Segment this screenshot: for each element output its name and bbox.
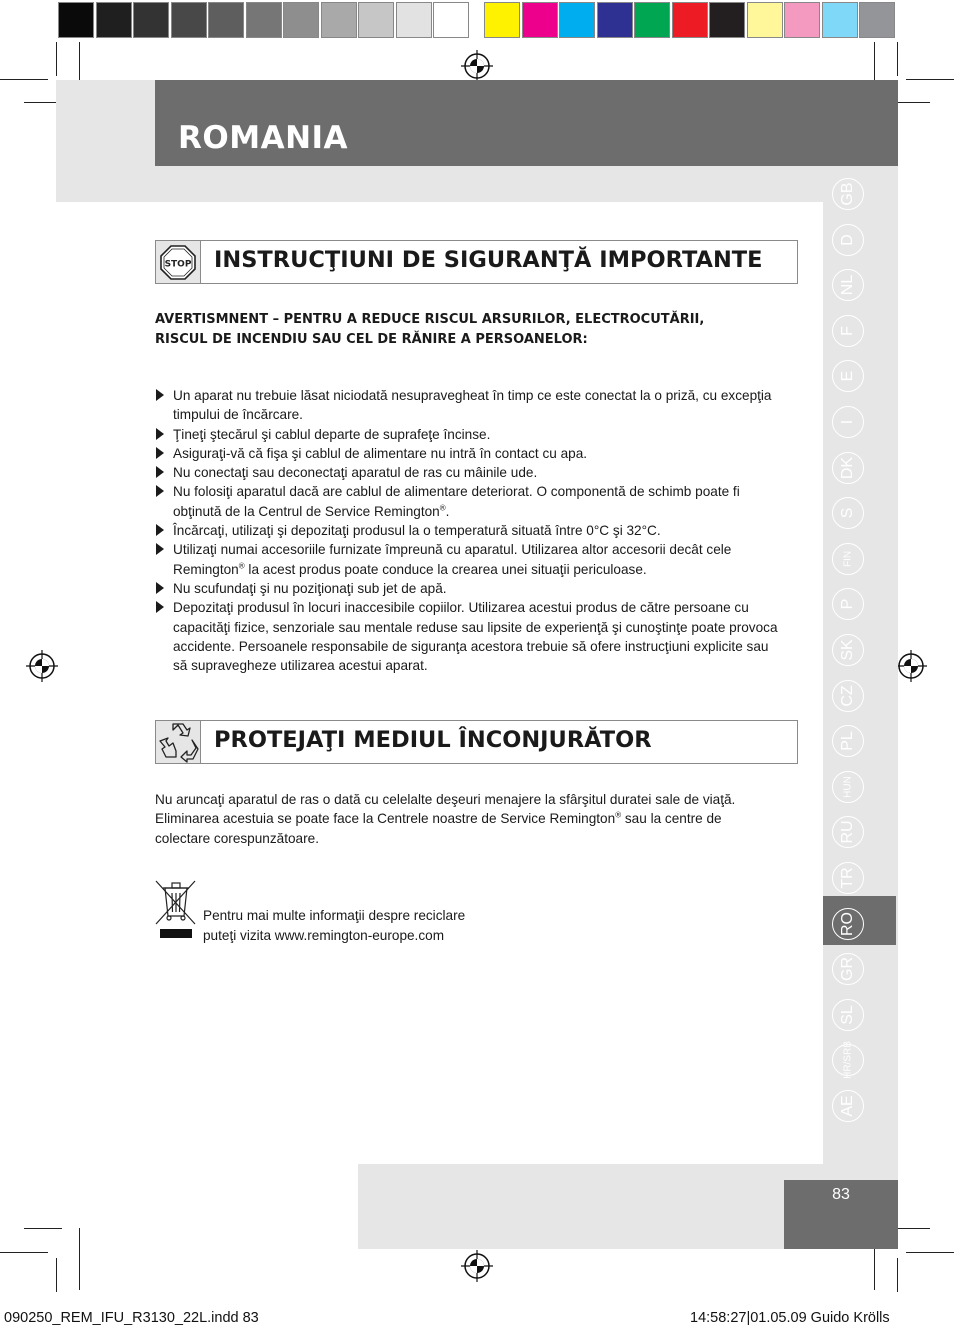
language-tab-label: NL [839,274,856,296]
gray-swatch [321,2,357,38]
gray-swatch [283,2,319,38]
language-tab-sl[interactable] [832,999,864,1031]
warning-text: AVERTISMNENT – PENTRU A REDUCE RISCUL ARSURILOR, ELECTROCUTĂRII, RISCUL DE INCENDIU SAU CEL DE RĂNIRE A PERSOANELOR: [155,312,705,347]
list-item: Încărcaţi, utilizaţi şi depozitaţi produsul la o temperatură situată între 0°C şi 32°C. [155,521,785,540]
language-tab-tr[interactable] [832,862,864,894]
language-tab-label: E [839,371,856,382]
color-swatch [784,2,820,38]
language-tab-p[interactable] [832,588,864,620]
language-tab-label: CZ [839,684,856,707]
environment-section-header [155,720,798,764]
language-tab-label: P [839,599,856,610]
language-tab-label: RO [839,911,856,936]
list-item: Depozitaţi produsul în locuri inaccesibile copiilor. Utilizarea acestui produs de către persoane cu capacităţi fizice, senzoriale sau mentale reduse sau lipsite de experienţă şi cunoştinţe poate provoca accidente. Persoanele responsabile de siguranţa acestora trebuie să ofere instrucţiuni explicite sau să supravegheze utilizarea acestui aparat. [155,598,785,675]
recycle-info: Pentru mai multe informaţii despre reciclare puteţi vizita www.remington-europe.com [203,908,466,943]
language-tab-nl[interactable] [832,269,864,301]
color-swatch [484,2,520,38]
safety-section-header [155,240,798,284]
gray-swatch [396,2,432,38]
language-tab-label: GR [839,957,856,982]
language-tab-label: SL [839,1005,856,1025]
language-tab-dk[interactable] [832,452,864,484]
list-item: Nu conectaţi sau deconectaţi aparatul de ras cu mâinile ude. [155,463,785,482]
language-tab-label: S [839,507,856,519]
language-tab-ro[interactable] [832,908,864,940]
list-item: Utilizaţi numai accesoriile furnizate împreună cu aparatul. Utilizarea altor accesorii decât cele Remington® la acest produs poate conduce la crearea unei situaţii periculoase. [155,540,785,579]
gray-swatch [171,2,207,38]
language-tab-fin[interactable] [832,543,864,575]
language-tab-label: FIN [842,550,854,567]
language-tabs [823,162,874,1122]
safety-section-title: INSTRUCŢIUNI DE SIGURANŢĂ IMPORTANTE [214,247,763,273]
color-swatch [822,2,858,38]
color-swatch [859,2,895,38]
language-tab-label: SK [839,639,856,661]
list-item: Nu folosiţi aparatul dacă are cablul de alimentare deteriorat. O componentă de schimb poate fi obţinută de la Centrul de Service Remington®. [155,482,785,521]
list-item: Un aparat nu trebuie lăsat niciodată nesupravegheat în timp ce este conectat la o priză, cu excepţia timpului de încărcare. [155,386,785,425]
language-tab-hun[interactable] [832,771,864,803]
language-tab-label: RU [839,820,856,844]
registration-mark-top-icon [461,50,493,82]
language-tab-label: HR/SRB [842,1041,854,1080]
language-tab-cz[interactable] [832,680,864,712]
color-swatch [559,2,595,38]
registration-mark-left-icon [26,650,58,682]
gray-swatch [433,2,469,38]
language-tab-label: PL [839,731,856,751]
gray-swatch [246,2,282,38]
environment-paragraph: Nu aruncaţi aparatul de ras o dată cu celelalte deşeuri menajere la sfârşitul duratei sale de viaţă. Eliminarea acestuia se poate face la Centrele noastre de Service Remington® sau la centre de colectare corespunzătoare. [155,792,736,846]
registration-mark-bottom-icon [461,1250,493,1282]
language-tab-e[interactable] [832,360,864,392]
color-swatch [522,2,558,38]
crossed-bin-icon [155,880,197,942]
language-tab-label: I [839,419,856,425]
color-swatch [747,2,783,38]
safety-list [155,386,785,675]
color-swatch [597,2,633,38]
language-tab-ae[interactable] [832,1090,864,1122]
language-tab-d[interactable] [832,224,864,256]
language-tab-sk[interactable] [832,634,864,666]
list-item: Asiguraţi-vă că fişa şi cablul de alimentare nu intră în contact cu apa. [155,444,785,463]
language-tab-label: HUN [842,775,854,798]
gray-swatch [58,2,94,38]
language-tab-pl[interactable] [832,725,864,757]
language-tab-label: DK [839,456,856,479]
color-swatch [634,2,670,38]
list-item: Nu scufundaţi şi nu poziţionaţi sub jet de apă. [155,579,785,598]
page-title: ROMANIA [178,120,349,156]
registration-mark-right-icon [895,650,927,682]
color-swatch [709,2,745,38]
language-tab-label: D [839,233,856,246]
color-swatch [672,2,708,38]
language-tab-label: AE [839,1095,856,1117]
language-tab-label: F [839,325,856,336]
stop-sign-text: STOP [164,259,192,270]
environment-section-title: PROTEJAŢI MEDIUL ÎNCONJURĂTOR [214,727,652,753]
language-tab-hr-srb[interactable] [832,1041,864,1080]
language-tab-label: GB [839,182,856,206]
language-tab-gr[interactable] [832,953,864,985]
recycle-icon [156,721,200,763]
file-info: 090250_REM_IFU_R3130_22L.indd 83 [4,1310,259,1326]
gray-swatch [208,2,244,38]
language-tab-label: TR [839,867,856,889]
language-tab-i[interactable] [832,406,864,438]
gray-swatch [96,2,132,38]
language-tab-f[interactable] [832,315,864,347]
gray-swatch [133,2,169,38]
language-tab-ru[interactable] [832,816,864,848]
list-item: Ţineţi ştecărul şi cablul departe de suprafeţe încinse. [155,425,785,444]
timestamp-info: 14:58:27|01.05.09 Guido Krölls [690,1310,890,1326]
language-tab-gb[interactable] [832,178,864,210]
gray-swatch [358,2,394,38]
stop-sign-icon [156,241,200,283]
page-number: 83 [832,1186,850,1203]
language-tab-s[interactable] [832,497,864,529]
